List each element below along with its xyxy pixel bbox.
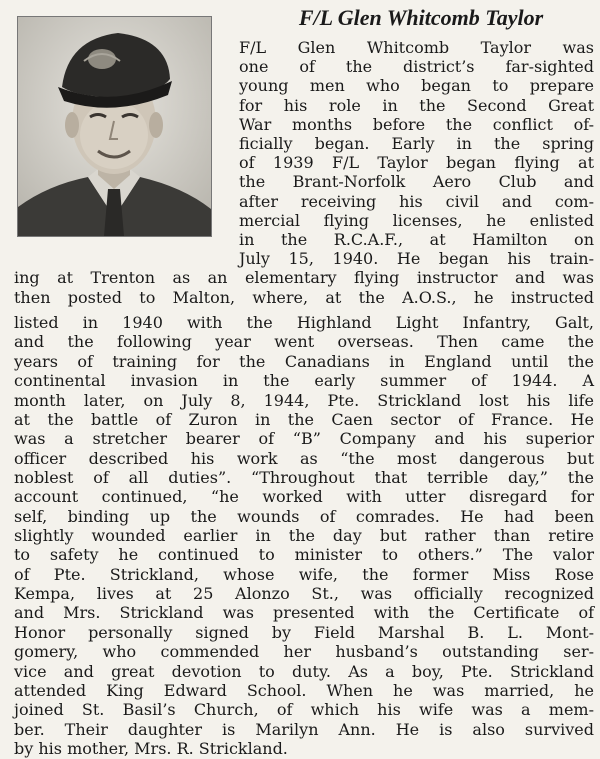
article-line: continental invasion in the early summer of 1944. A [14,371,594,391]
article-line: joined St. Basil’s Church, of which his wife was a mem- [14,700,594,720]
article-line: and Mrs. Strickland was presented with the Certificate of [14,603,594,623]
article-line: by his mother, Mrs. R. Strickland. [14,739,288,758]
article-line: Kempa, lives at 25 Alonzo St., was officially recognized [14,584,594,604]
article-line: month later, on July 8, 1944, Pte. Strickland lost his life [14,390,594,410]
article-line: at the battle of Zuron in the Caen sector of France. He [14,409,594,429]
article-line: ber. Their daughter is Marilyn Ann. He is also survived [14,719,594,739]
article-line: War months before the conflict of- [239,114,594,134]
article-line: listed in 1940 with the Highland Light Infantry, Galt, [14,313,594,333]
article-line: was a stretcher bearer of “B” Company and his superior [14,429,594,449]
article-line: account continued, “he worked with utter disregard for [14,487,594,507]
portrait-photo-icon [18,17,211,236]
article-line: ficially began. Early in the spring [239,134,594,153]
article-line: officer described his work as “the most dangerous but [14,448,594,468]
article-line: noblest of all duties”. “Throughout that terrible day,” the [14,467,594,487]
article-line: ing at Trenton as an elementary flying instructor and was [14,268,594,288]
article-title: F/L Glen Whitcomb Taylor [298,5,544,30]
article-line: to safety he continued to minister to others.” The valor [14,545,594,565]
article-line: F/L Glen Whitcomb Taylor was [239,38,594,57]
article-line: in the R.C.A.F., at Hamilton on [239,230,594,249]
article-line: years of training for the Canadians in England until the [14,351,594,371]
article-line: slightly wounded earlier in the day but rather than retire [14,526,594,546]
article-line: vice and great devotion to duty. As a boy, Pte. Strickland [14,661,594,681]
article-line: of 1939 F/L Taylor began flying at [239,153,594,173]
article-line: gomery, who commended her husband’s outstanding ser- [14,642,594,662]
article-line: July 15, 1940. He began his train- [239,249,594,269]
article-line: then posted to Malton, where, at the A.O.S., he instructed [14,287,594,307]
article-line: for his role in the Second Great [239,95,594,115]
article-line: mercial flying licenses, he enlisted [239,210,594,230]
article-line: Honor personally signed by Field Marshal B. L. Mont- [14,622,594,642]
article-line: young men who began to prepare [239,76,594,96]
article-line: attended King Edward School. When he was married, he [14,680,594,700]
article-line: after receiving his civil and com- [239,191,594,211]
portrait-photo [17,16,212,237]
article-line: and the following year went overseas. Then came the [14,332,594,352]
article-line: of Pte. Strickland, whose wife, the former Miss Rose [14,564,594,584]
article-line: self, binding up the wounds of comrades. He had been [14,506,594,526]
article-line: one of the district’s far-sighted [239,57,594,77]
article-line: the Brant-Norfolk Aero Club and [239,172,594,192]
